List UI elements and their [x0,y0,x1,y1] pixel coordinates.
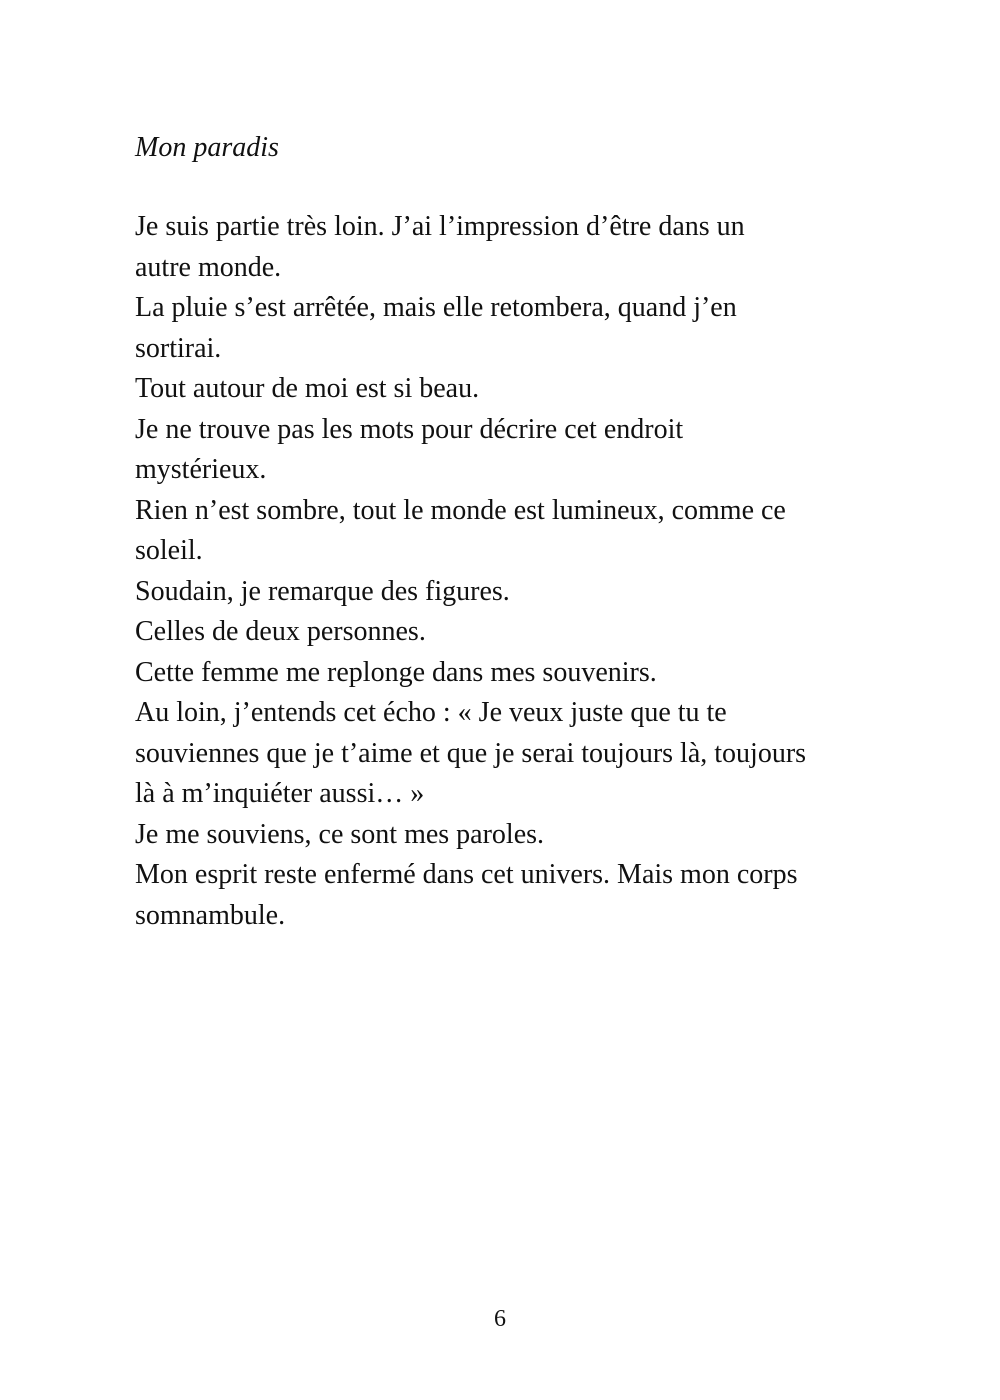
poem-body [135,207,875,936]
poem-line: La pluie s’est arrêtée, mais elle retombera, quand j’en [135,292,737,323]
poem-line: Je suis partie très loin. J’ai l’impression d’être dans un [135,211,745,242]
poem-line: Je ne trouve pas les mots pour décrire cet endroit [135,413,684,445]
poem-line: soleil. [135,535,203,566]
poem-line: sortirai. [135,332,222,364]
poem-line: Celles de deux personnes. [135,616,426,647]
poem-line: souviennes que je t’aime et que je serai toujours là, toujours [135,737,807,769]
poem-line: Mon esprit reste enfermé dans cet univers. Mais mon corps [135,859,798,890]
poem-line: Au loin, j’entends cet écho : « Je veux juste que tu te [135,697,727,728]
poem-title: Mon paradis [135,132,279,163]
poem-line: Soudain, je remarque des figures. [135,575,510,607]
poem-line: mystérieux. [135,454,267,485]
page-number: 6 [494,1306,506,1332]
poem-line: là à m’inquiéter aussi… » [135,778,425,809]
poem-line: autre monde. [135,251,282,283]
poem-line: Rien n’est sombre, tout le monde est lumineux, comme ce [135,494,786,526]
poem-line: Cette femme me replonge dans mes souvenirs. [135,656,657,688]
poem-line: somnambule. [135,899,286,931]
poem-line: Je me souviens, ce sont mes paroles. [135,818,545,850]
poem-line: Tout autour de moi est si beau. [135,373,480,404]
